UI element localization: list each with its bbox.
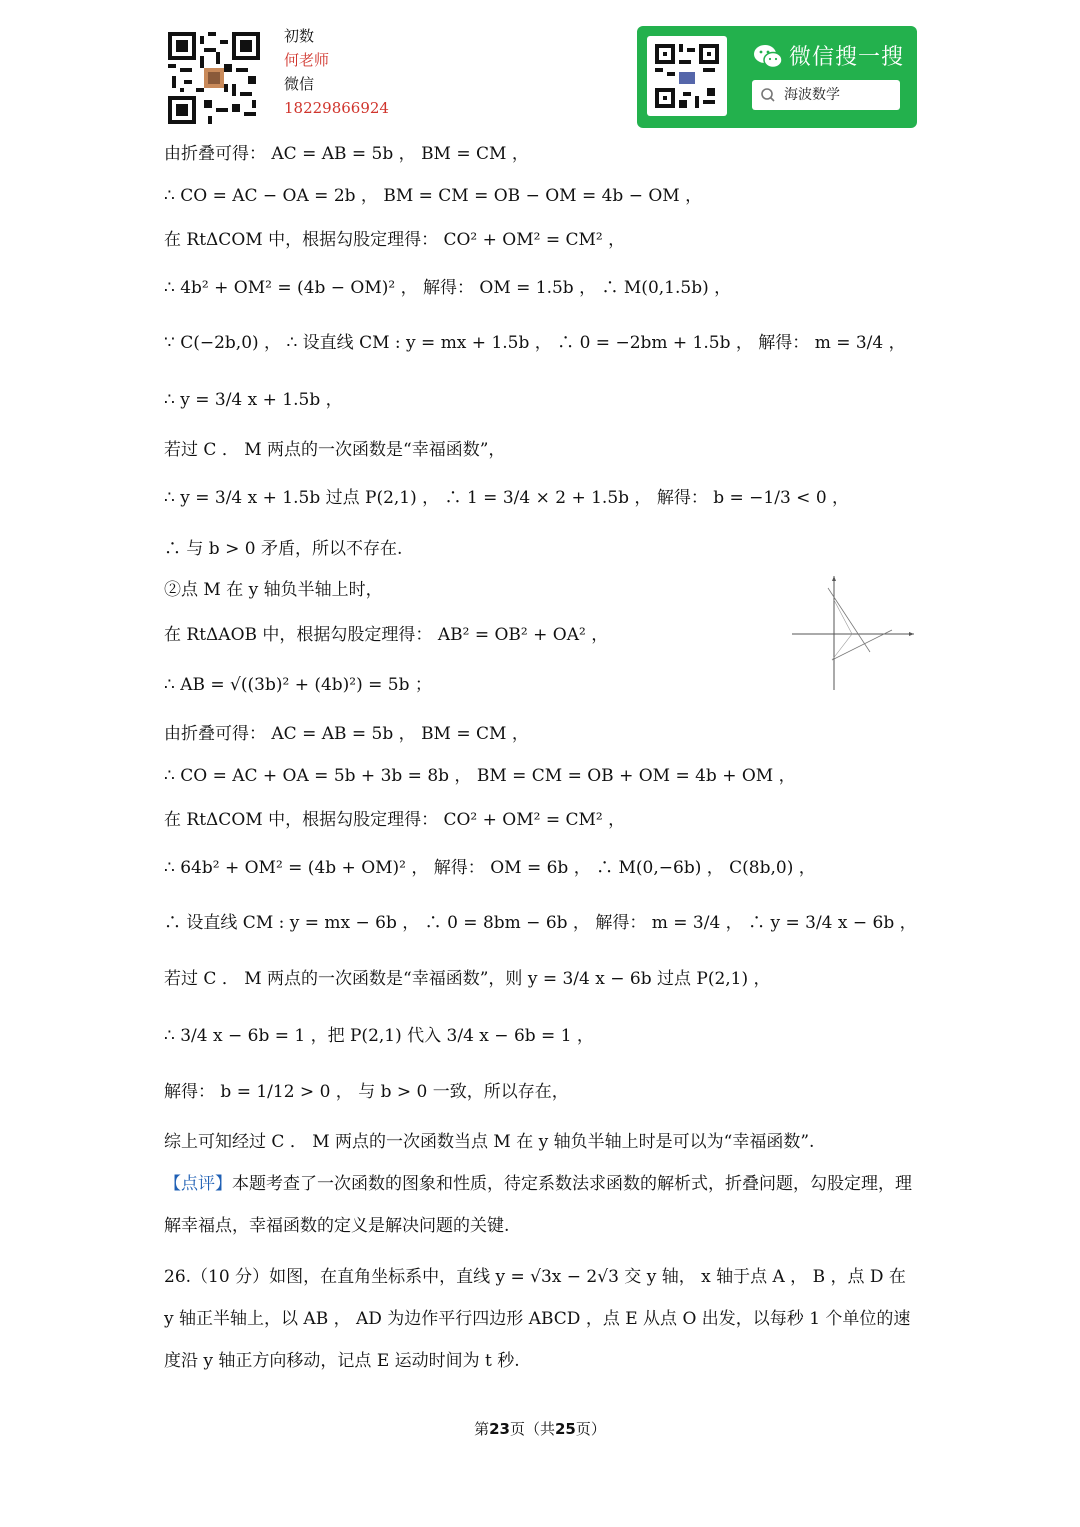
solution-line: 解得： b = 1/12 > 0 ， 与 b > 0 一致，所以存在， xyxy=(164,1082,569,1102)
qr-code-image xyxy=(168,32,260,124)
comment-paragraph xyxy=(164,1163,920,1247)
solution-line: ∴ 64b² + OM² = (4b + OM)² ， 解得： OM = 6b ， ∴ M(0,−6b) ， C(8b,0) ， xyxy=(164,858,816,878)
footer-prefix: 第 xyxy=(474,1420,490,1438)
footer-suffix: 页） xyxy=(575,1420,606,1438)
comment-text: 本题考查了一次函数的图象和性质，待定系数法求函数的解析式，折叠问题，勾股定理，理解幸福点，幸福函数的定义是解决问题的关键. xyxy=(164,1174,912,1236)
solution-line: 由折叠可得： AC = AB = 5b ， BM = CM ， xyxy=(164,724,529,744)
banner-search-box xyxy=(752,80,900,110)
header-line-3: 微信 xyxy=(284,75,315,93)
solution-line: ∴ 与 b > 0 矛盾，所以不存在. xyxy=(164,539,403,559)
solution-line: ∴ 设直线 CM : y = mx − 6b ， ∴ 0 = 8bm − 6b ， 解得： m = 3/4 ， ∴ y = 3/4 x − 6b ， xyxy=(164,913,917,933)
solution-line: ∴ 3/4 x − 6b = 1 ，把 P(2,1) 代入 3/4 x − 6b = 1 ， xyxy=(164,1026,594,1046)
solution-line: ∴ AB = √((3b)² + (4b)²) = 5b ； xyxy=(164,675,432,695)
total-pages: 25 xyxy=(555,1420,576,1438)
solution-line: 综上可知经过 C ． M 两点的一次函数当点 M 在 y 轴负半轴上时是可以为“幸福函数”. xyxy=(164,1132,815,1152)
solution-line: ∵ C(−2b,0) ， ∴ 设直线 CM : y = mx + 1.5b ， ∴ 0 = −2bm + 1.5b ， 解得： m = 3/4 ， xyxy=(164,333,906,353)
header-line-1: 初数 xyxy=(284,27,315,45)
solution-line: ∴ y = 3/4 x + 1.5b 过点 P(2,1) ， ∴ 1 = 3/4 × 2 + 1.5b ， 解得： b = −1/3 < 0 ， xyxy=(164,488,850,508)
page-footer xyxy=(0,1418,1080,1439)
search-icon xyxy=(760,80,776,121)
wechat-search-banner xyxy=(637,26,917,128)
banner-search-text: 海波数学 xyxy=(784,87,840,103)
solution-line: ∴ 4b² + OM² = (4b − OM)² ， 解得： OM = 1.5b ， ∴ M(0,1.5b) ， xyxy=(164,278,732,298)
banner-title: 微信搜一搜 xyxy=(789,45,905,70)
teacher-name: 何老师 xyxy=(284,51,330,69)
phone-number: 18229866924 xyxy=(284,99,389,117)
solution-line: ②点 M 在 y 轴负半轴上时， xyxy=(164,580,383,600)
contact-info xyxy=(284,24,389,120)
solution-line: 若过 C ． M 两点的一次函数是“幸福函数”， xyxy=(164,440,506,460)
footer-middle: 页（共 xyxy=(509,1420,555,1438)
solution-line: ∴ y = 3/4 x + 1.5b ， xyxy=(164,390,343,410)
solution-line: ∴ CO = AC + OA = 5b + 3b = 8b ， BM = CM = OB + OM = 4b + OM ， xyxy=(164,766,796,786)
solution-line: 若过 C ． M 两点的一次函数是“幸福函数”，则 y = 3/4 x − 6b 过点 P(2,1) ， xyxy=(164,969,771,989)
question-26: 26.（10 分）如图，在直角坐标系中，直线 y = √3x − 2√3 交 y 轴， x 轴于点 A ， B ，点 D 在 y 轴正半轴上，以 AB ， AD 为边作平行四边形 ABCD ，点 E 从点 O 出发，以每秒 1 个单位的速度沿 y 轴正方向移动，记点 E 运动时间为 t 秒. xyxy=(164,1267,911,1371)
solution-line: ∴ CO = AC − OA = 2b ， BM = CM = OB − OM = 4b − OM ， xyxy=(164,186,703,206)
solution-line: 在 RtΔCOM 中，根据勾股定理得： CO² + OM² = CM² ， xyxy=(164,230,626,250)
solution-line: 由折叠可得： AC = AB = 5b ， BM = CM ， xyxy=(164,144,529,164)
wechat-logo-icon xyxy=(753,44,783,70)
coordinate-diagram xyxy=(788,574,918,692)
banner-qr-code xyxy=(647,36,727,116)
solution-line: 在 RtΔAOB 中，根据勾股定理得： AB² = OB² + OA² ， xyxy=(164,625,609,645)
comment-tag: 【点评】 xyxy=(164,1174,232,1194)
current-page: 23 xyxy=(489,1420,510,1438)
solution-line: 在 RtΔCOM 中，根据勾股定理得： CO² + OM² = CM² ， xyxy=(164,810,626,830)
